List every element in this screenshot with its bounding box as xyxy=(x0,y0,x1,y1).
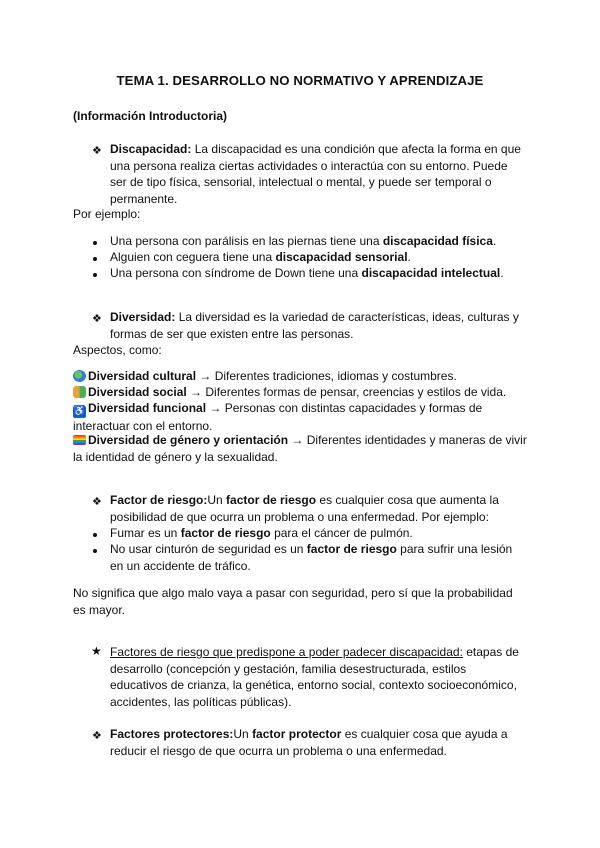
dot-bullet-icon xyxy=(93,257,97,261)
list-item: Diversidad de género y orientación → Diferentes identidades y maneras de vivir la identidad de género y la sexualidad. xyxy=(73,433,527,464)
diversidad-definition: Diversidad: La diversidad es la variedad de características, ideas, culturas y formas de ser que existen entre las personas. xyxy=(110,310,519,341)
people-icon xyxy=(73,386,86,398)
diversidad-term: Diversidad: xyxy=(110,310,176,324)
diamond-bullet-icon: ❖ xyxy=(92,496,102,508)
dot-bullet-icon xyxy=(93,533,97,537)
list-item: Diversidad social → Diferentes formas de pensar, creencias y estilos de vida. xyxy=(73,384,528,401)
aspects-lead: Aspectos, como: xyxy=(73,343,162,357)
discapacidad-definition: Discapacidad: La discapacidad es una condición que afecta la forma en que una persona realiza ciertas actividades o interactúa con su entorno. Puede ser de tipo física, sensorial, intelectual o mental, y puede ser temporal o permanente. xyxy=(110,142,521,206)
rainbow-flag-icon xyxy=(73,435,86,445)
riesgo-term: Factor de riesgo: xyxy=(110,493,208,507)
list-item: Diversidad cultural → Diferentes tradiciones, idiomas y costumbres. xyxy=(73,368,528,385)
list-item: No usar cinturón de seguridad es un factor de riesgo para sufrir una lesión en un accidente de tráfico. xyxy=(110,542,513,573)
riesgo-definition: Factor de riesgo:Un factor de riesgo es cualquier cosa que aumenta la posibilidad de que ocurra un problema o una enfermedad. Por ejemplo: xyxy=(110,493,499,524)
protectores-definition: Factores protectores:Un factor protector es cualquier cosa que ayuda a reducir el riesgo de que ocurra un problema o una enfermedad. xyxy=(110,727,508,758)
diamond-bullet-icon: ❖ xyxy=(92,145,102,157)
riesgo-note: No significa que algo malo vaya a pasar con seguridad, pero sí que la probabilidad es mayor. xyxy=(73,586,513,617)
diamond-bullet-icon: ❖ xyxy=(92,730,102,742)
list-item: Fumar es un factor de riesgo para el cáncer de pulmón. xyxy=(110,526,413,540)
list-item: Una persona con síndrome de Down tiene una discapacidad intelectual. xyxy=(110,266,504,280)
wheelchair-icon: ♿ xyxy=(73,406,86,417)
discapacidad-term: Discapacidad: xyxy=(110,142,192,156)
list-item: Una persona con parálisis en las piernas tiene una discapacidad física. xyxy=(110,234,497,248)
diamond-bullet-icon: ❖ xyxy=(92,313,102,325)
list-item: Alguien con ceguera tiene una discapacidad sensorial. xyxy=(110,250,411,264)
predispone-paragraph: Factores de riesgo que predispone a poder padecer discapacidad: etapas de desarrollo (concepción y gestación, familia desestructurada, estilos educativos de crianza, la genética, entorno social, contexto socioeconómico, accidentes, las políticas públicas). xyxy=(110,645,519,709)
star-bullet-icon: ★ xyxy=(91,644,102,658)
intro-heading: (Información Introductoria) xyxy=(73,109,227,123)
protectores-term: Factores protectores: xyxy=(110,727,234,741)
dot-bullet-icon xyxy=(93,549,97,553)
page-title: TEMA 1. DESARROLLO NO NORMATIVO Y APRENDIZAJE xyxy=(116,73,484,88)
example-lead: Por ejemplo: xyxy=(73,207,141,221)
dot-bullet-icon xyxy=(93,241,97,245)
list-item: ♿ Diversidad funcional → Personas con distintas capacidades y formas de interactuar con el entorno. xyxy=(73,401,483,433)
dot-bullet-icon xyxy=(93,273,97,277)
globe-icon xyxy=(73,370,86,382)
